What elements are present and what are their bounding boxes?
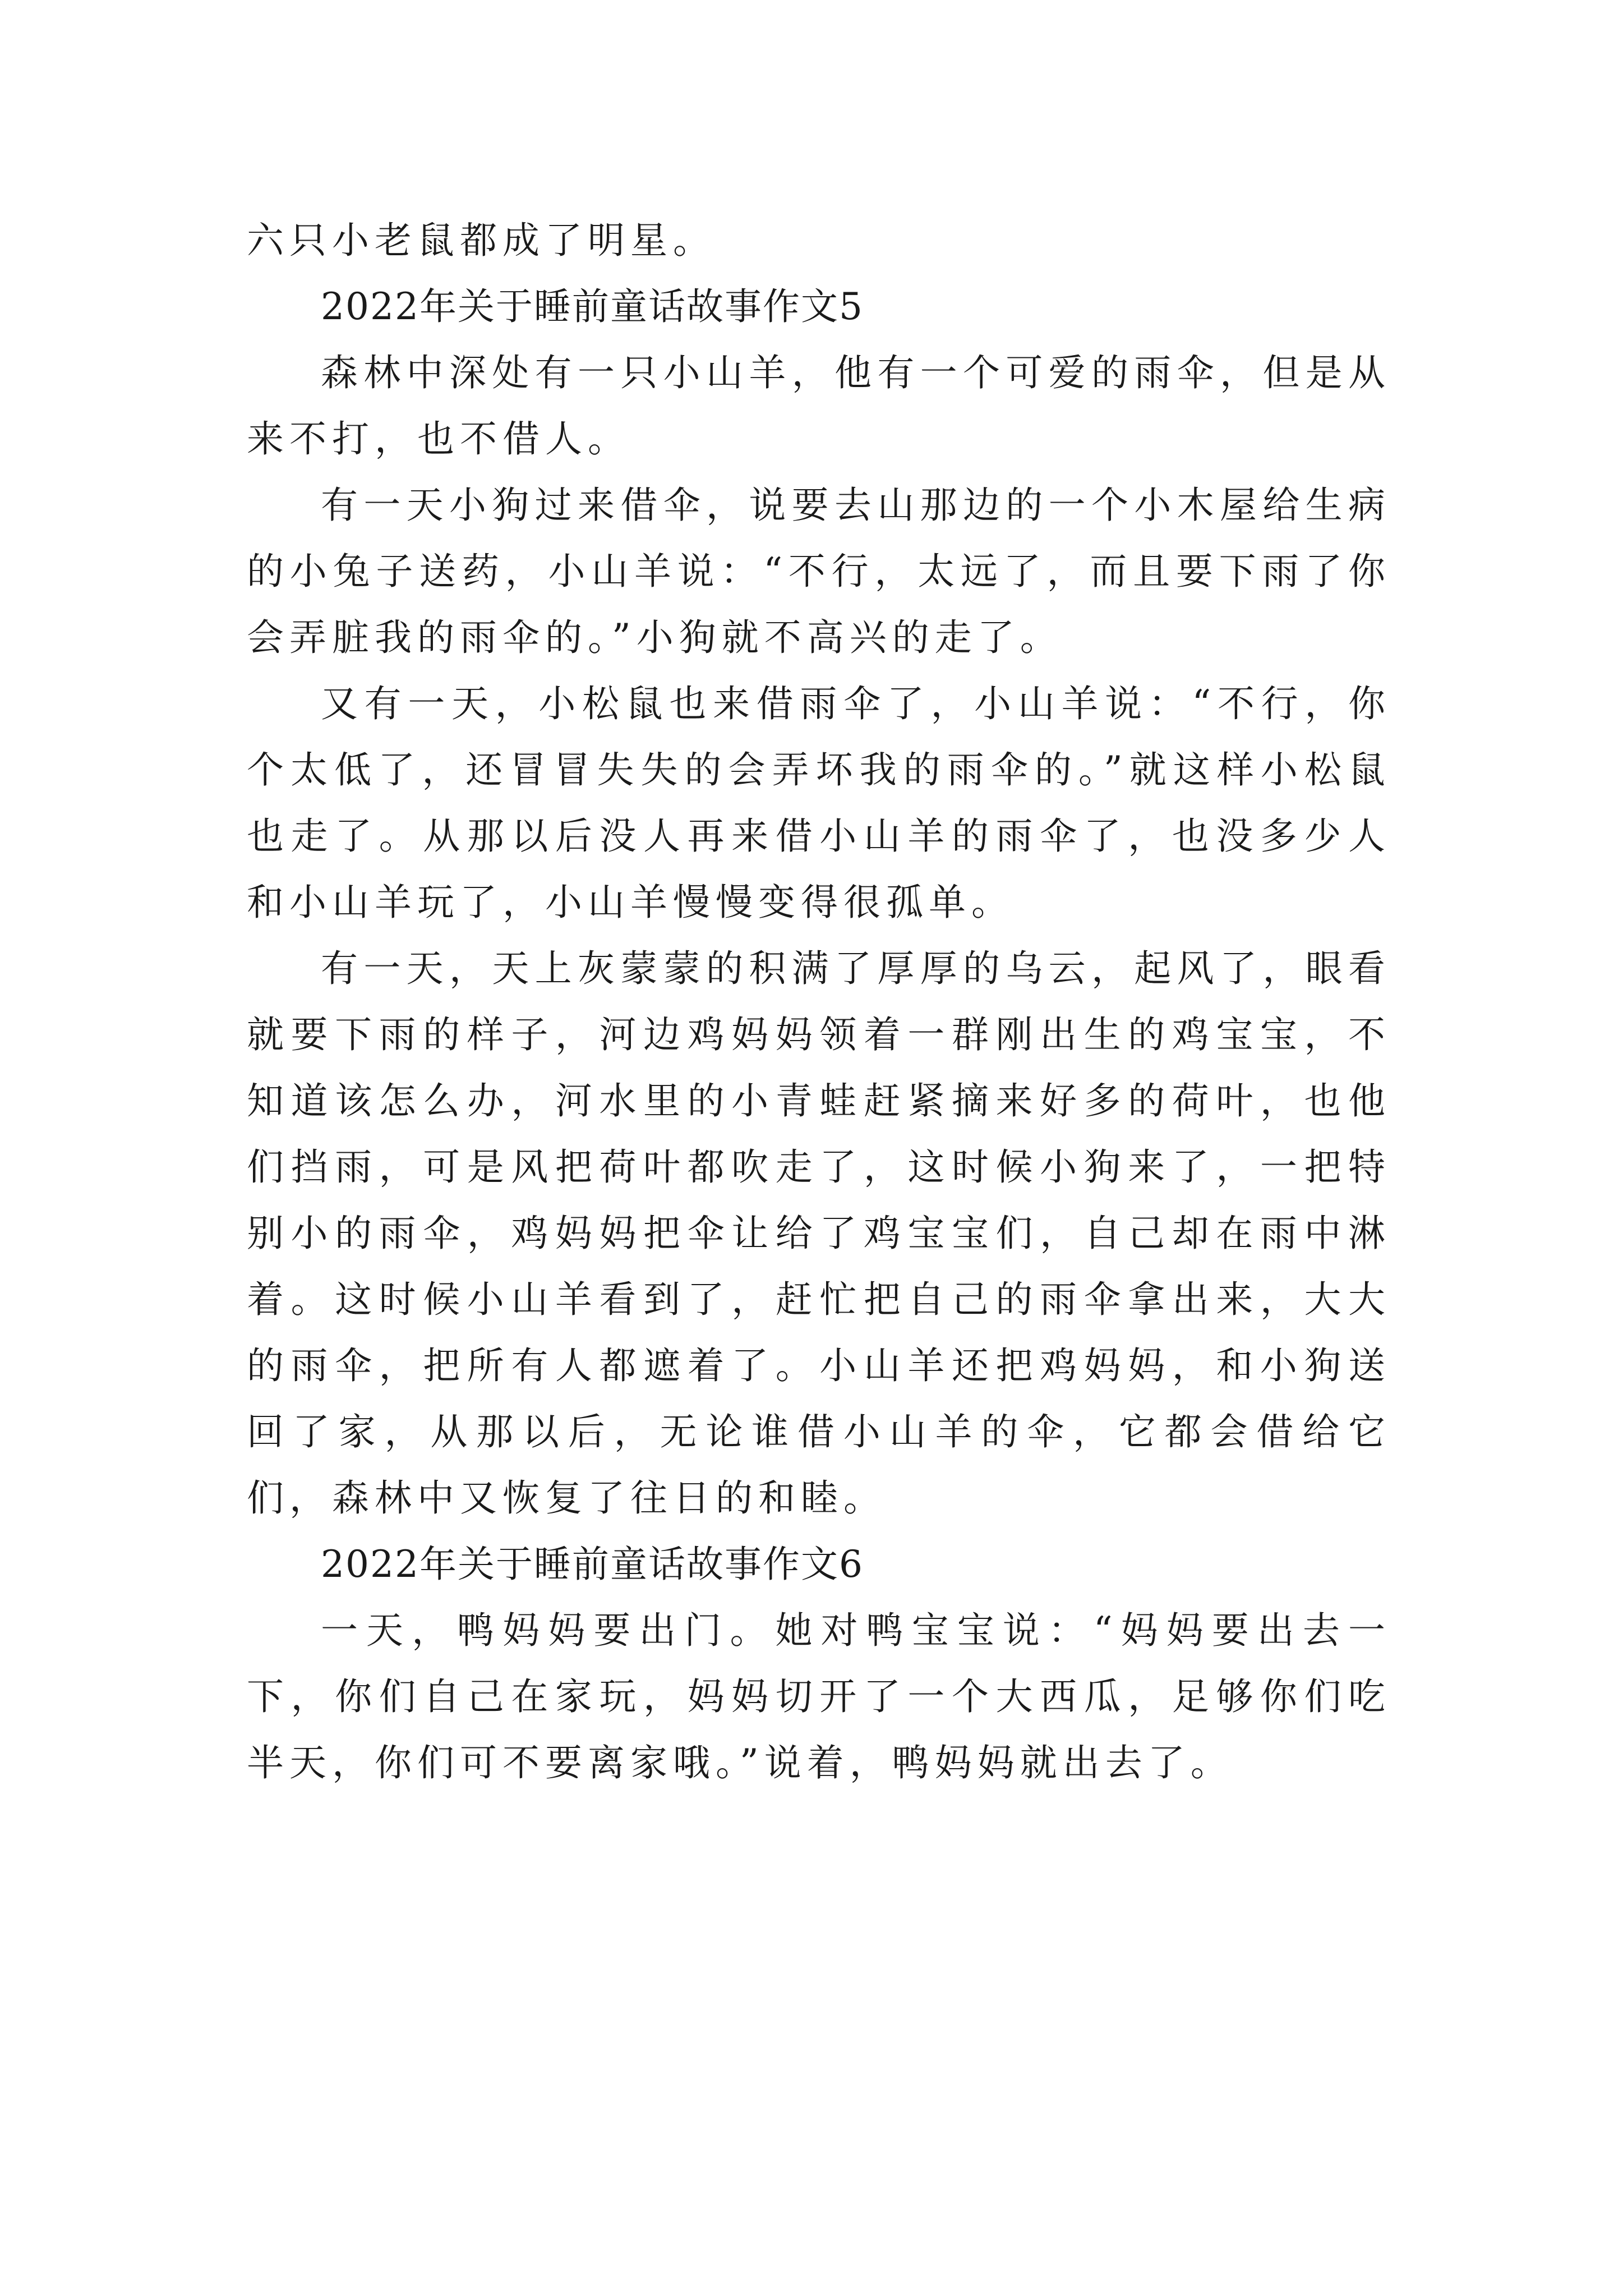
paragraph-4: 又有一天，小松鼠也来借雨伞了，小山羊说：“不行，你个太低了，还冒冒失失的会弄坏我的雨伞的。”就这样小松鼠也走了。从那以后没人再来借小山羊的雨伞了，也没多少人和小山羊玩了，小山羊慢慢变得很孤单。 (247, 682, 1391, 924)
paragraph-5: 有一天，天上灰蒙蒙的积满了厚厚的乌云，起风了，眼看就要下雨的样子，河边鸡妈妈领着一群刚出生的鸡宝宝，不知道该怎么办，河水里的小青蛙赶紧摘来好多的荷叶，也他们挡雨，可是风把荷叶都吹走了，这时候小狗来了，一把特别小的雨伞，鸡妈妈把伞让给了鸡宝宝们，自己却在雨中淋着。这时候小山羊看到了，赶忙把自己的雨伞拿出来，大大的雨伞，把所有人都遮着了。小山羊还把鸡妈妈，和小狗送回了家，从那以后，无论谁借小山羊的伞，它都会借给它们，森林中又恢复了往日的和睦。 (247, 947, 1391, 1520)
paragraph-3: 有一天小狗过来借伞，说要去山那边的一个小木屋给生病的小兔子送药，小山羊说：“不行，太远了，而且要下雨了你会弄脏我的雨伞的。”小狗就不高兴的走了。 (247, 484, 1391, 659)
section-heading-6: 2022年关于睡前童话故事作文6 (321, 1543, 864, 1586)
paragraph-2: 森林中深处有一只小山羊，他有一个可爱的雨伞，但是从来不打，也不借人。 (247, 351, 1391, 461)
document-body (247, 208, 1391, 1796)
paragraph-1: 六只小老鼠都成了明星。 (247, 219, 716, 262)
paragraph-6: 一天，鸭妈妈要出门。她对鸭宝宝说：“妈妈要出去一下，你们自己在家玩，妈妈切开了一个大西瓜，足够你们吃半天，你们可不要离家哦。”说着，鸭妈妈就出去了。 (247, 1609, 1391, 1784)
section-heading-5: 2022年关于睡前童话故事作文5 (321, 285, 864, 328)
